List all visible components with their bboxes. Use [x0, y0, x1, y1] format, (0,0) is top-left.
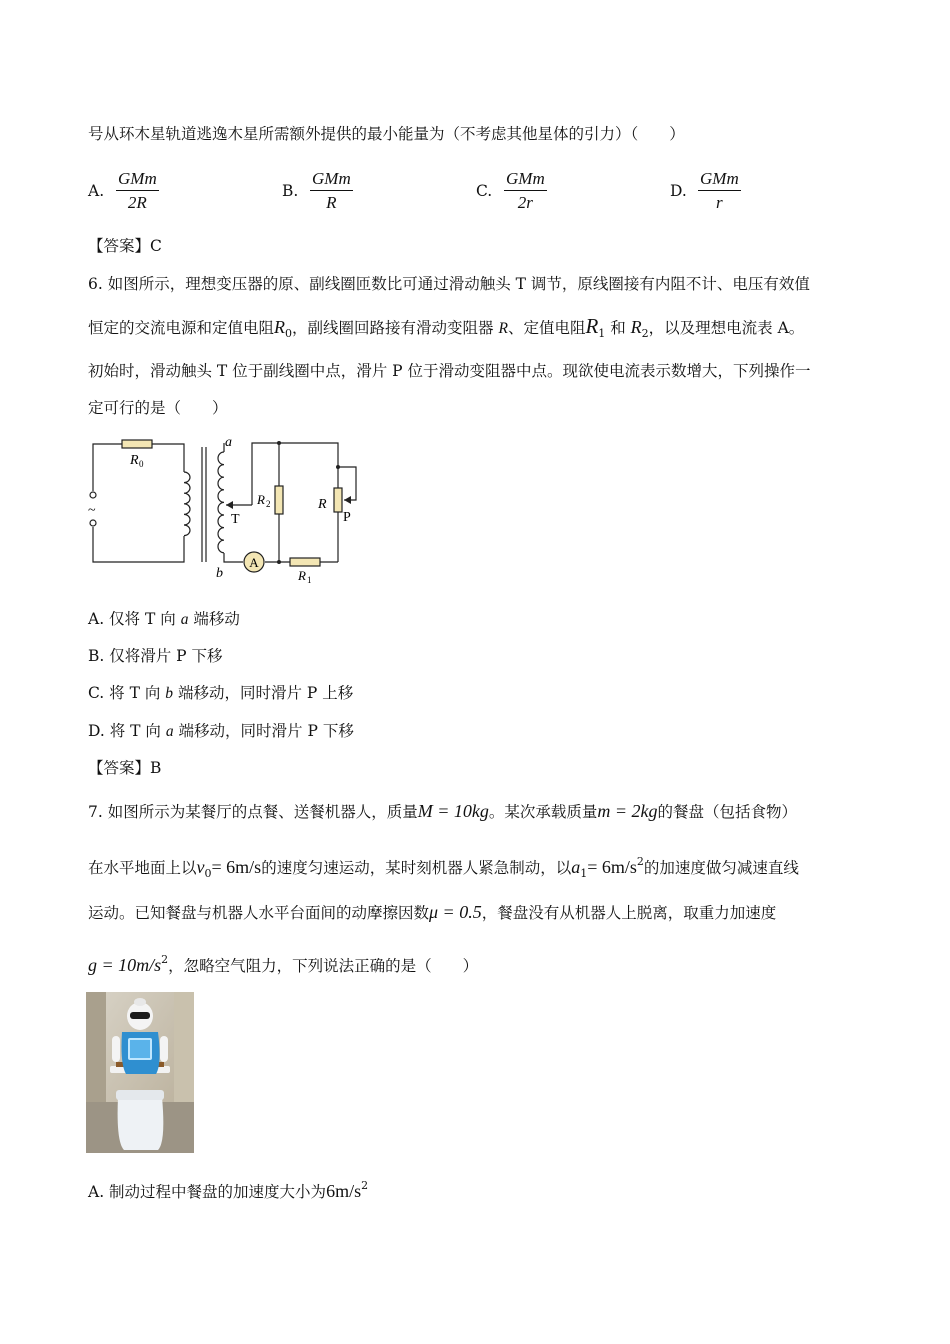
- q6-option-d: D. 将 T 向 a 端移动，同时滑片 P 下移: [88, 722, 354, 740]
- q6-option-b: B. 仅将滑片 P 下移: [88, 647, 223, 665]
- q5-option-d-fraction: GMm r: [700, 169, 739, 212]
- q6-circuit-diagram: [0, 0, 950, 600]
- svg-text:R: R: [257, 492, 265, 507]
- q6-option-a: A. 仅将 T 向 a 端移动: [88, 610, 240, 628]
- q7-line-2: 在水平地面上以$v_0= 6m/s$的速度匀速运动，某时刻机器人紧急制动，以$a_1= 6m/s^2$的加速度做匀减速直线: [88, 855, 799, 880]
- q6-option-c: C. 将 T 向 b 端移动，同时滑片 P 上移: [88, 684, 354, 702]
- svg-text:R: R: [130, 453, 139, 468]
- q7-line-1: 7. 如图所示为某餐厅的点餐、送餐机器人，质量M = 10kg。某次承载质量m = 2kg的餐盘（包括食物）: [88, 801, 798, 821]
- q5-answer: 【答案】C: [88, 237, 162, 255]
- svg-text:P: P: [343, 510, 351, 525]
- q6-line-1: 6. 如图所示，理想变压器的原、副线圈匝数比可通过滑动触头 T 调节，原线圈接有内阻不计、电压有效值: [88, 275, 810, 293]
- q6-answer: 【答案】B: [88, 759, 162, 777]
- q7-line-3: 运动。已知餐盘与机器人水平台面间的动摩擦因数μ = 0.5，餐盘没有从机器人上脱离，取重力加速度: [88, 902, 777, 922]
- q5-option-a-fraction: GMm 2R: [118, 169, 157, 212]
- svg-text:2: 2: [266, 499, 271, 509]
- q6-line-3: 初始时，滑动触头 T 位于副线圈中点，滑片 P 位于滑动变阻器中点。现欲使电流表示数增大，下列操作一: [88, 362, 811, 380]
- robot-photo: [86, 992, 194, 1153]
- q6-line-2: 恒定的交流电源和定值电阻$R_0$，副线圈回路接有滑动变阻器 R、定值电阻$R_1$ 和 $R_2$，以及理想电流表 A。: [88, 314, 805, 340]
- svg-text:A: A: [249, 555, 259, 570]
- svg-text:a: a: [225, 435, 232, 450]
- q5-text: 号从环木星轨道逃逸木星所需额外提供的最小能量为（不考虑其他星体的引力）（ ）: [88, 125, 685, 143]
- q7-option-a: A. 制动过程中餐盘的加速度大小为$6m/s^2$: [88, 1179, 369, 1201]
- q7-line-4: $g = 10m/s^2$，忽略空气阻力，下列说法正确的是（ ）: [88, 953, 479, 975]
- svg-text:R: R: [298, 568, 306, 583]
- svg-text:1: 1: [307, 575, 312, 585]
- svg-text:0: 0: [139, 459, 144, 469]
- q5-option-b-fraction: GMm R: [312, 169, 351, 212]
- q6-line-4: 定可行的是（ ）: [88, 399, 228, 417]
- svg-text:b: b: [216, 566, 223, 581]
- svg-text:R: R: [318, 497, 327, 512]
- q5-option-c-fraction: GMm 2r: [506, 169, 545, 212]
- svg-text:~: ~: [88, 503, 96, 518]
- svg-text:T: T: [231, 512, 240, 527]
